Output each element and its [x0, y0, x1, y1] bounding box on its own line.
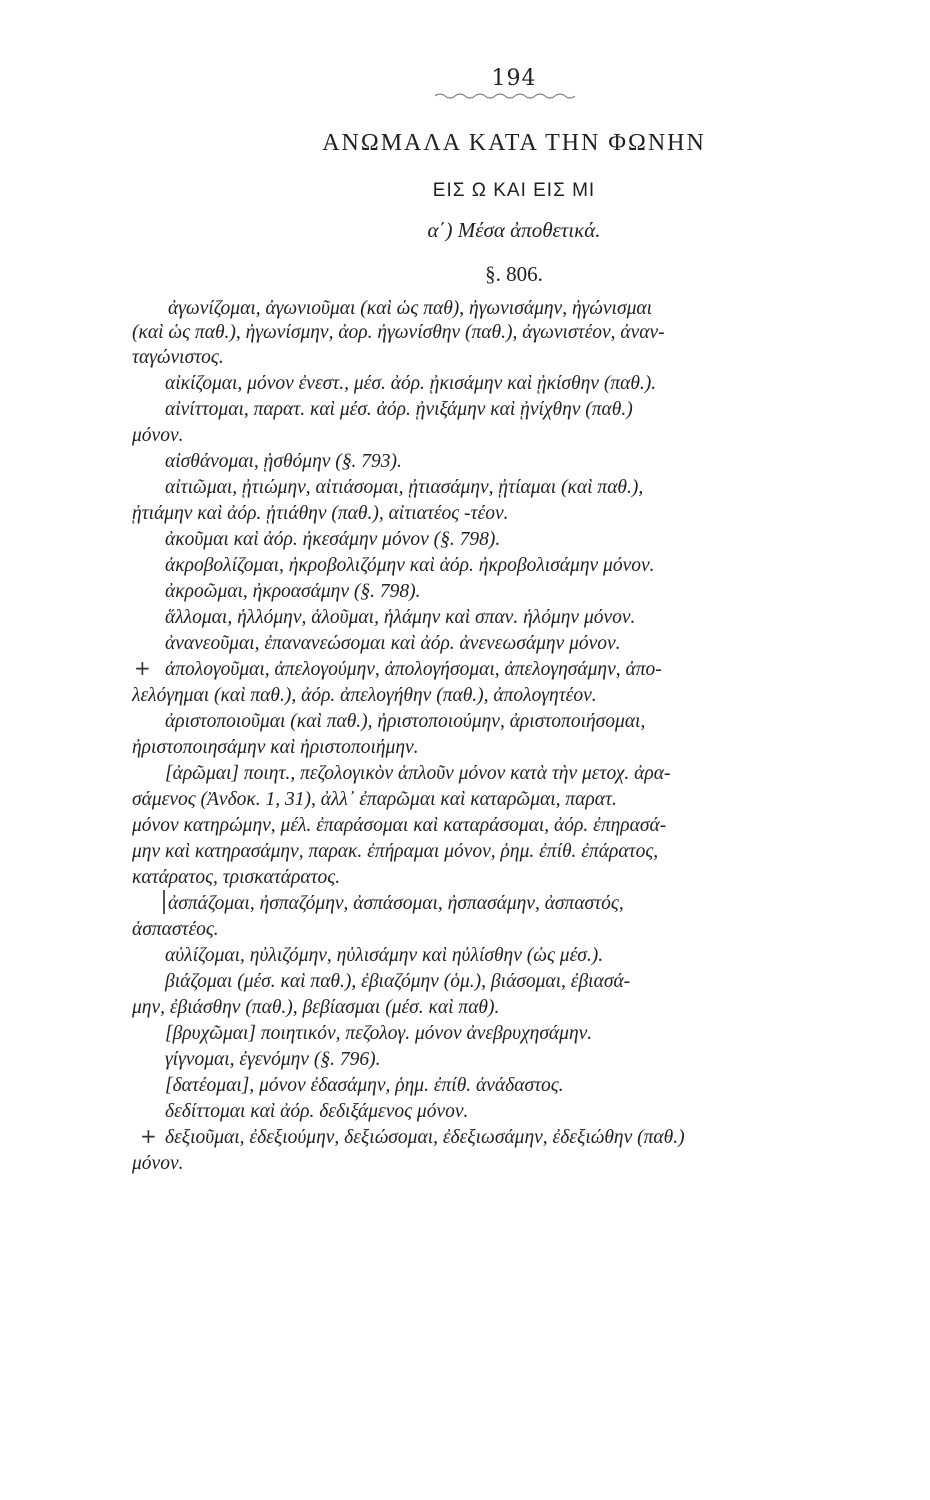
text-line: ἀριστοποιοῦμαι (καὶ παθ.), ἠριστοποιούμην, ἀριστοποιήσομαι, [165, 711, 646, 732]
text-line: ἀκοῦμαι καὶ ἀόρ. ἠκεσάμην μόνον (§. 798). [165, 529, 501, 550]
paragraph-number: §. 806. [485, 262, 543, 286]
wavy-rule [435, 92, 575, 100]
text-line: μην καὶ κατηρασάμην, παρακ. ἐπήραμαι μόνον, ῥημ. ἐπίθ. ἐπάρατος, [132, 841, 659, 862]
text-line: μόνον κατηρώμην, μέλ. ἐπαράσομαι καὶ καταράσομαι, ἀόρ. ἐπηρασά- [132, 815, 667, 836]
text-line: [ἀρῶμαι] ποιητ., πεζολογικὸν ἁπλοῦν μόνον κατὰ τὴν μετοχ. ἀρα- [165, 763, 671, 784]
text-line: [βρυχῶμαι] ποιητικόν, πεζολογ. μόνον ἀνεβρυχησάμην. [165, 1023, 593, 1044]
text-line: ταγώνιστος. [132, 347, 224, 368]
text-line: ἀσπαστέος. [132, 919, 219, 940]
text-line: σάμενος (Ἀνδοκ. 1, 31), ἀλλ᾽ ἐπαρῶμαι καὶ καταρῶμαι, παρατ. [132, 789, 617, 810]
text-line: δεδίττομαι καὶ ἀόρ. δεδιξάμενος μόνον. [165, 1101, 469, 1122]
text-line: αἰνίττομαι, παρατ. καὶ μέσ. ἀόρ. ᾐνιξάμην καὶ ᾐνίχθην (παθ.) [165, 399, 633, 420]
text-line: δεξιοῦμαι, ἐδεξιούμην, δεξιώσομαι, ἐδεξιωσάμην, ἐδεξιώθην (παθ.) [165, 1127, 685, 1148]
text-line: (καὶ ὡς παθ.), ἠγωνίσμην, ἀορ. ἠγωνίσθην (παθ.), ἀγωνιστέον, ἀναν- [132, 322, 665, 343]
text-line: ἀνανεοῦμαι, ἐπανανεώσομαι καὶ ἀόρ. ἀνενεωσάμην μόνον. [165, 633, 621, 654]
text-line: γίγνομαι, ἐγενόμην (§. 796). [165, 1049, 381, 1070]
text-line: μόνον. [132, 1153, 184, 1174]
text-line: ἀκροῶμαι, ἠκροασάμην (§. 798). [165, 581, 421, 602]
text-line: ᾐτιάμην καὶ ἀόρ. ᾐτιάθην (παθ.), αἰτιατέος -τέον. [132, 503, 509, 524]
text-line: ἀσπάζομαι, ἠσπαζόμην, ἀσπάσομαι, ἠσπασάμην, ἀσπαστός, [168, 893, 624, 914]
text-line: [δατέομαι], μόνον ἐδασάμην, ῥημ. ἐπίθ. ἀνάδαστος. [165, 1075, 564, 1096]
text-line: ἀκροβολίζομαι, ἠκροβολιζόμην καὶ ἀόρ. ἠκροβολισάμην μόνον. [165, 555, 655, 576]
text-line: μόνον. [132, 425, 184, 446]
chapter-subheading: ΕΙΣ Ω ΚΑΙ ΕΙΣ ΜΙ [432, 180, 596, 201]
text-line: αὐλίζομαι, ηὐλιζόμην, ηὐλισάμην καὶ ηὐλίσθην (ὡς μέσ.). [165, 945, 604, 966]
text-line: ἀπολογοῦμαι, ἀπελογούμην, ἀπολογήσομαι, ἀπελογησάμην, ἀπο- [165, 659, 662, 680]
chapter-heading: ΑΝΩΜΑΛΑ ΚΑΤΑ ΤΗΝ ΦΩΝΗΝ [322, 130, 706, 156]
margin-cross-mark: + [134, 656, 151, 680]
margin-cross-mark: + [140, 1124, 157, 1148]
margin-bracket [163, 890, 165, 914]
text-line: ἠριστοποιησάμην καὶ ἠριστοποιήμην. [132, 737, 419, 758]
text-line: λελόγημαι (καὶ παθ.), ἀόρ. ἀπελογήθην (παθ.), ἀπολογητέον. [132, 685, 597, 706]
text-line: ἅλλομαι, ἡλλόμην, ἁλοῦμαι, ἡλάμην καὶ σπαν. ἡλόμην μόνον. [165, 607, 636, 628]
text-line: αἰσθάνομαι, ᾐσθόμην (§. 793). [165, 451, 402, 472]
text-line: βιάζομαι (μέσ. καὶ παθ.), ἐβιαζόμην (ὁμ.), βιάσομαι, ἐβιασά- [165, 971, 631, 992]
section-heading: α΄) Μέσα ἀποθετικά. [427, 218, 601, 242]
text-line: κατάρατος, τρισκατάρατος. [132, 867, 341, 888]
text-line: ἀγωνίζομαι, ἀγωνιοῦμαι (καὶ ὡς παθ), ἠγωνισάμην, ἠγώνισμαι [168, 298, 653, 319]
text-line: μην, ἐβιάσθην (παθ.), βεβίασμαι (μέσ. καὶ παθ). [132, 997, 500, 1018]
text-line: αἰτιῶμαι, ᾐτιώμην, αἰτιάσομαι, ᾐτιασάμην, ᾐτίαμαι (καὶ παθ.), [165, 477, 644, 498]
text-line: αἰκίζομαι, μόνον ἐνεστ., μέσ. ἀόρ. ᾐκισάμην καὶ ᾐκίσθην (παθ.). [165, 373, 657, 394]
page-number: 194 [491, 66, 537, 91]
